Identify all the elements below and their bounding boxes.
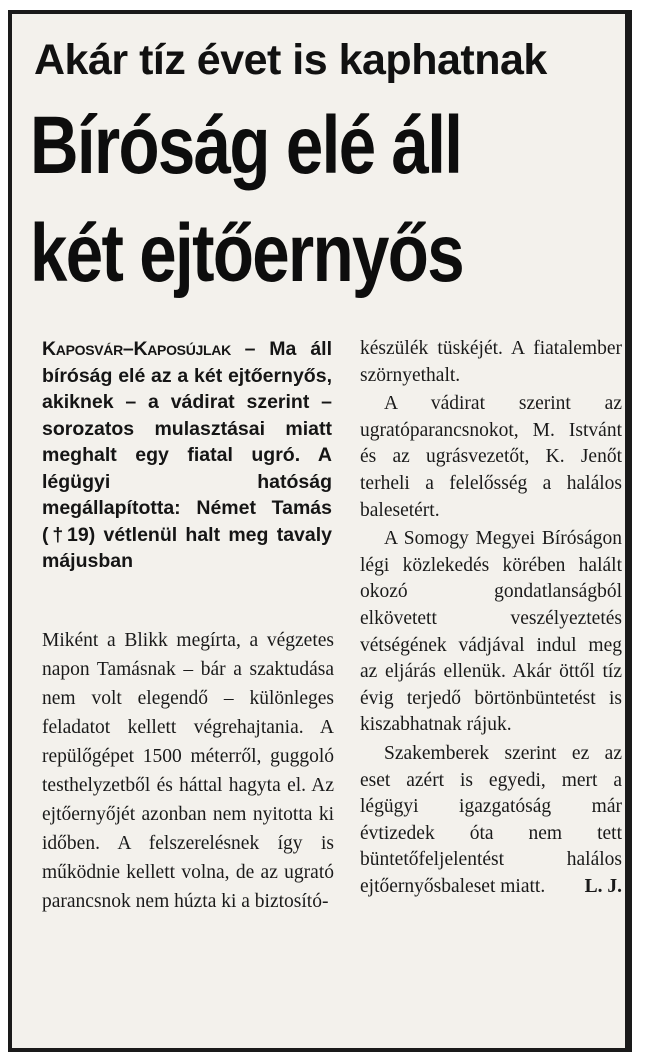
main-headline	[30, 92, 522, 308]
body-paragraph-text: Szakemberek szerint ez az eset azért is egyedi, mert a légügyi igazgatóság már évtizedek óta nem tett büntetőfeljelentést halálos ejtőernyősbaleset miatt.	[360, 742, 622, 897]
body-paragraph: A Somogy Megyei Bíróságon légi közlekedés körében halált okozó gondatlanságból elkövetett veszélyeztetés vétségének vádjával indul meg az eljárás ellenük. Akár öttől tíz évig terjedő börtönbüntetést is kiszabhatnak rájuk.	[360, 528, 622, 736]
body-paragraph: A vádirat szerint az ugratóparancsnokot, M. Istvánt és az ugrásvezetőt, K. Jenőt terheli a felelősség a halálos balesetért.	[360, 393, 622, 521]
headline-line-2: két ejtőernyős	[30, 208, 463, 299]
dateline: Kaposvár–Kaposújlak –	[42, 338, 256, 360]
lead-paragraph	[42, 336, 332, 575]
body-column-right	[360, 336, 622, 900]
body-paragraph	[360, 741, 622, 901]
headline-line-1: Bíróság elé áll	[30, 100, 462, 191]
newspaper-clipping	[8, 10, 632, 1052]
kicker-headline: Akár tíz évet is kaphatnak	[34, 36, 547, 84]
author-signature: L. J.	[584, 875, 622, 897]
body-column-left: Miként a Blikk megírta, a végzetes napon Tamásnak – bár a szaktudása nem volt elegendő – különleges feladatot kellett végrehajtania. A repülőgépet 1500 méterről, guggoló testhelyzetből és háttal hagyta el. Az ejtőernyőjét azonban nem nyitotta ki időben. A felszerelésnek így is működnie kellett volna, de az ugrató parancsnok nem húzta ki a biztosító-	[42, 630, 334, 912]
lead-text: Ma áll bíróság elé az a két ejtőernyős, akiknek – a vádirat szerint – sorozatos mulasztásai miatt meghalt egy fiatal ugró. A légügyi hatóság megállapította: Német Tamás (†19) vétlenül halt meg tavaly májusban	[42, 338, 332, 572]
body-paragraph: készülék tüskéjét. A fiatalember szörnyethalt.	[360, 338, 622, 386]
